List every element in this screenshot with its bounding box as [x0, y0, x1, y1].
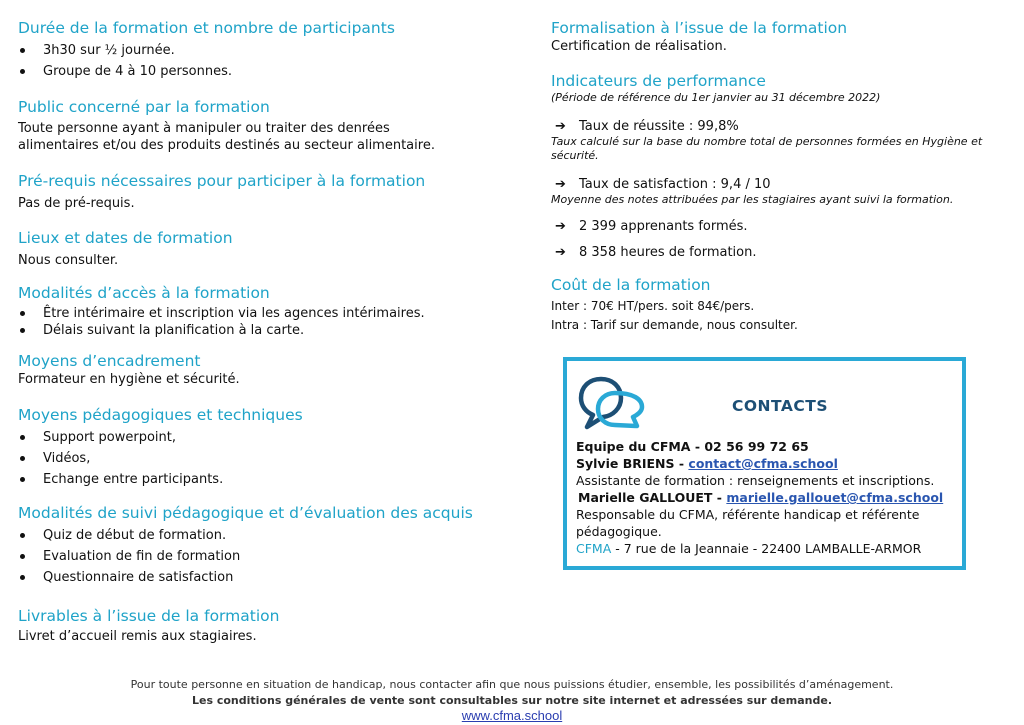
section-text: Pas de pré-requis. [18, 196, 135, 211]
price-inter: Inter : 70€ HT/pers. soit 84€/pers. [551, 299, 755, 313]
footer-website [0, 708, 1024, 725]
contact-team: Equipe du CFMA - 02 56 99 72 65 [576, 439, 809, 454]
arrow-right-icon: ➔ [555, 119, 566, 134]
period-note: (Période de référence du 1er janvier au 31 décembre 2022) [551, 91, 881, 104]
section-encadrement [18, 351, 528, 388]
list-item: 3h30 sur ½ journée. [18, 40, 528, 61]
speech-bubbles-icon [577, 373, 649, 435]
contacts-box [563, 357, 966, 570]
section-title: Modalités d’accès à la formation [18, 284, 270, 302]
list-item: Vidéos, [18, 448, 528, 469]
section-title: Indicateurs de performance [551, 72, 766, 90]
footer-handicap-note: Pour toute personne en situation de handicap, nous contacter afin que nous puissions étudier, ensemble, les possibilités d’aménagement. [130, 678, 894, 691]
section-text: Certification de réalisation. [551, 39, 727, 54]
section-text: alimentaires et/ou des produits destinés au secteur alimentaire. [18, 138, 435, 153]
indicator-reussite [551, 118, 1016, 135]
section-title: Pré-requis nécessaires pour participer à la formation [18, 172, 426, 190]
contact-person-1 [576, 455, 961, 472]
section-indicateurs [551, 71, 1016, 261]
contacts-title: CONTACTS [732, 397, 829, 415]
contact-name: Sylvie BRIENS - [576, 456, 689, 471]
section-title: Moyens d’encadrement [18, 352, 201, 370]
contact-email-link[interactable]: contact@cfma.school [688, 456, 838, 471]
section-public [18, 97, 528, 154]
section-title: Durée de la formation et nombre de participants [18, 19, 395, 37]
section-text: Livret d’accueil remis aux stagiaires. [18, 629, 257, 644]
contact-email-link[interactable]: marielle.gallouet@cfma.school [726, 490, 944, 505]
section-duree [18, 18, 528, 82]
section-text: Formateur en hygiène et sécurité. [18, 372, 240, 387]
contact-role: Responsable du CFMA, référente handicap et référente [576, 507, 920, 522]
section-cout [551, 275, 1016, 334]
section-title: Lieux et dates de formation [18, 229, 233, 247]
section-title: Moyens pédagogiques et techniques [18, 406, 303, 424]
section-title: Livrables à l’issue de la formation [18, 607, 280, 625]
bullet-list [18, 305, 528, 339]
section-suivi [18, 503, 528, 588]
indicator-value: Taux de réussite : 99,8% [579, 119, 739, 134]
section-title: Coût de la formation [551, 276, 711, 294]
arrow-right-icon: ➔ [555, 177, 566, 192]
section-title: Modalités de suivi pédagogique et d’évaluation des acquis [18, 504, 473, 522]
list-item: Questionnaire de satisfaction [18, 567, 528, 588]
contact-name: Marielle GALLOUET - [578, 490, 727, 505]
section-text: Toute personne ayant à manipuler ou traiter des denrées [18, 121, 390, 136]
list-item: Groupe de 4 à 10 personnes. [18, 61, 528, 82]
indicator-note: Taux calculé sur la base du nombre total de personnes formées en Hygiène et [551, 135, 983, 148]
indicator-satisfaction [551, 176, 1016, 193]
section-lieux [18, 228, 528, 269]
bullet-list [18, 427, 528, 490]
website-link[interactable]: www.cfma.school [461, 708, 563, 723]
indicator-note: sécurité. [551, 149, 599, 162]
indicator-apprenants [551, 218, 1016, 235]
list-item: Echange entre participants. [18, 469, 528, 490]
org-name: CFMA [576, 541, 612, 556]
section-text: Nous consulter. [18, 253, 119, 268]
indicator-note: Moyenne des notes attribuées par les stagiaires ayant suivi la formation. [551, 193, 954, 206]
contact-role: Assistante de formation : renseignements et inscriptions. [576, 473, 935, 488]
list-item: Délais suivant la planification à la carte. [18, 322, 528, 339]
section-livrables [18, 606, 528, 645]
contact-address [576, 540, 961, 557]
indicator-value: 8 358 heures de formation. [579, 245, 757, 260]
contact-role: pédagogique. [576, 524, 662, 539]
list-item: Être intérimaire et inscription via les agences intérimaires. [18, 305, 528, 322]
arrow-right-icon: ➔ [555, 245, 566, 260]
section-formalisation [551, 18, 1016, 55]
section-prerequis [18, 171, 528, 212]
contact-person-2 [578, 489, 961, 506]
section-acces [18, 283, 528, 339]
footer-cgv-note: Les conditions générales de vente sont consultables sur notre site internet et adressées sur demande. [192, 694, 832, 707]
price-intra: Intra : Tarif sur demande, nous consulter. [551, 318, 798, 332]
list-item: Quiz de début de formation. [18, 525, 528, 546]
section-title: Formalisation à l’issue de la formation [551, 19, 848, 37]
bullet-list [18, 525, 528, 588]
address-text: - 7 rue de la Jeannaie - 22400 LAMBALLE-ARMOR [611, 541, 922, 556]
indicator-heures [551, 244, 1016, 261]
section-title: Public concerné par la formation [18, 98, 270, 116]
indicator-value: 2 399 apprenants formés. [579, 219, 748, 234]
bullet-list [18, 40, 528, 82]
section-pedagogiques [18, 405, 528, 490]
arrow-right-icon: ➔ [555, 219, 566, 234]
list-item: Support powerpoint, [18, 427, 528, 448]
contacts-body [576, 438, 961, 557]
list-item: Evaluation de fin de formation [18, 546, 528, 567]
indicator-value: Taux de satisfaction : 9,4 / 10 [579, 177, 771, 192]
